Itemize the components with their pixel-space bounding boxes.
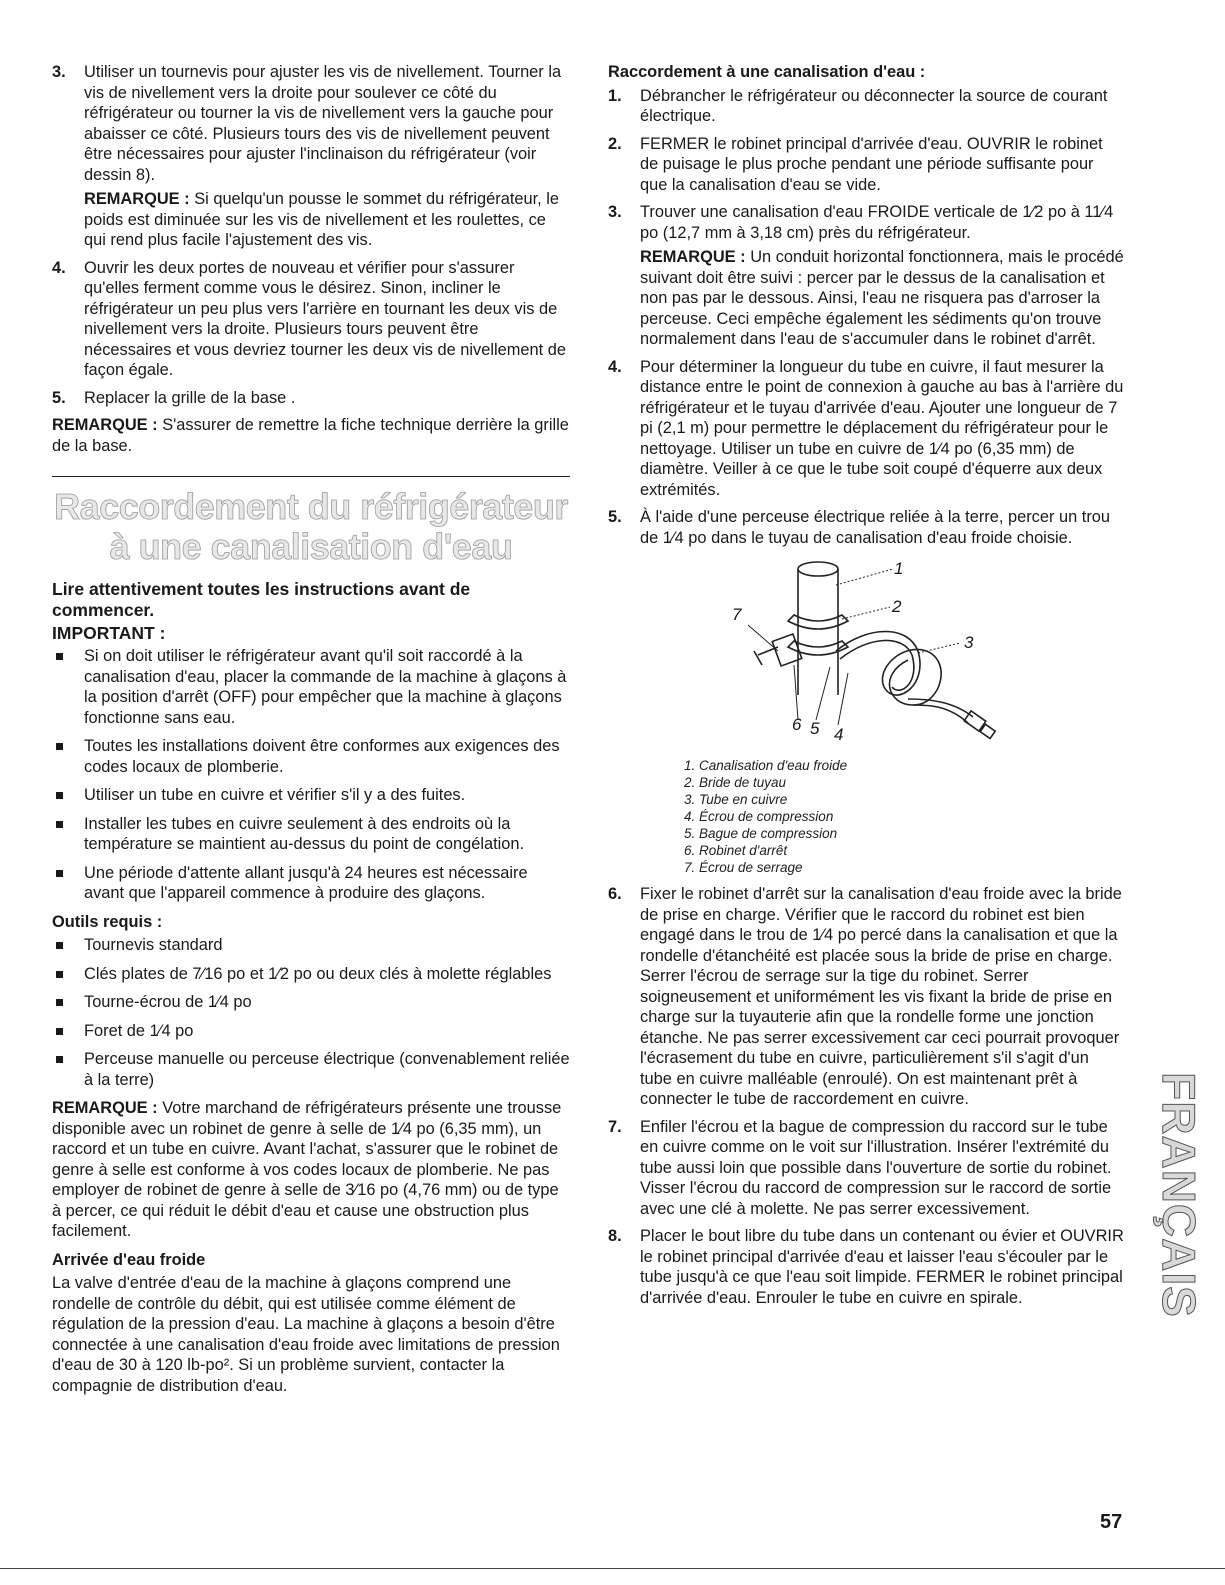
copper-coil-inner (840, 640, 914, 690)
remark-grille (52, 415, 570, 456)
step-number: 5. (608, 508, 622, 526)
step-2 (608, 134, 1124, 196)
step-text: Ouvrir les deux portes de nouveau et vérifier pour s'assurer qu'elles ferment comme vous le désirez. Sinon, incliner le réfrigérateur un peu plus vers l'arrière en tournant les deux vis de nivellement vers la droite. Plusieurs tours peuvent être nécessaires et vous devriez tourner les deux vis de nivellement de façon égale. (84, 258, 566, 379)
pipe-clamp (788, 615, 848, 629)
step-text: FERMER le robinet principal d'arrivée d'eau. OUVRIR le robinet de puisage le plus proche pendant une période suffisante pour que la canalisation d'eau se vide. (640, 134, 1103, 194)
step-3 (52, 62, 570, 251)
step-number: 3. (608, 203, 622, 221)
step-text: Pour déterminer la longueur du tube en cuivre, il faut mesurer la distance entre le point de connexion à gauche au bas à l'arrière du réfrigérateur et le tuyau d'arrivée d'eau. Ajouter une longueur de 7 pi (2,1 m) pour permettre le déplacement du réfrigérateur pour le nettoyage. Utiliser un tube en cuivre de 1⁄4 po (6,35 mm) de diamètre. Veiller à ce que le tube soit coupé d'équerre aux deux extrémités. (640, 357, 1124, 499)
legend-item: 4. Écrou de compression (684, 809, 834, 824)
water-line-illustration (608, 555, 1124, 755)
step-text: Débrancher le réfrigérateur ou déconnecter la source de courant électrique. (640, 86, 1108, 125)
remark-kit (52, 1098, 570, 1242)
list-item: Une période d'attente allant jusqu'à 24 heures est nécessaire avant que l'appareil commence à produire des glaçons. (52, 863, 570, 904)
step-number: 6. (608, 885, 622, 903)
legend-item: 5. Bague de compression (684, 826, 838, 841)
step-number: 2. (608, 134, 622, 153)
legend-item: 7. Écrou de serrage (684, 860, 803, 875)
language-side-tab (1140, 1040, 1210, 1350)
step-number: 5. (52, 388, 66, 407)
step-note (640, 247, 1124, 350)
callout-6: 6 (792, 715, 802, 734)
step-7 (608, 1117, 1124, 1220)
list-item: Utiliser un tube en cuivre et vérifier s'il y a des fuites. (52, 785, 570, 806)
list-item: Clés plates de 7⁄16 po et 1⁄2 po ou deux clés à molette réglables (52, 964, 570, 985)
step-note (84, 189, 570, 251)
step-text: Placer le bout libre du tube dans un contenant ou évier et OUVRIR le robinet principal d'arrivée d'eau et laisser l'eau s'écouler par le tube jusqu'à ce que l'eau soit limpide. FERMER le robinet principal d'arrivée d'eau. Enrouler le tube en cuivre en spirale. (640, 1227, 1124, 1307)
callout-1: 1 (894, 559, 904, 578)
step-number: 4. (608, 357, 622, 376)
callout-4: 4 (834, 725, 844, 744)
connection-heading: Raccordement à une canalisation d'eau : (608, 63, 926, 81)
copper-tail (913, 705, 968, 723)
right-column (608, 62, 1124, 1315)
bottom-rule (0, 1568, 1225, 1569)
callout-3: 3 (964, 633, 974, 652)
leader-2 (842, 607, 890, 619)
step-text: Trouver une canalisation d'eau FROIDE verticale de 1⁄2 po à 11⁄4 po (12,7 mm à 3,18 cm) près du réfrigérateur. (640, 203, 1114, 242)
left-column (52, 62, 570, 1396)
step-4 (52, 258, 570, 381)
callout-5: 5 (810, 719, 820, 738)
step-5 (52, 388, 570, 409)
list-item: Toutes les installations doivent être conformes aux exigences des codes locaux de plomberie. (52, 736, 570, 777)
step-text: À l'aide d'une perceuse électrique reliée à la terre, percer un trou de 1⁄4 po dans le tuyau de canalisation d'eau froide choisie. (640, 508, 1111, 547)
note-text: Votre marchand de réfrigérateurs présente une trousse disponible avec un robinet de genre à selle de 1⁄4 po (6,35 mm), un raccord et un tube en cuivre. Avant l'achat, s'assurer que le robinet de genre à selle est conforme à vos codes locaux de plomberie. Ne pas employer de robinet de genre à selle de 3⁄16 po (4,76 mm) ou de type à percer, ce qui réduit le débit d'eau et cause une obstruction plus facilement. (52, 1099, 562, 1240)
legend-item: 6. Robinet d'arrêt (684, 843, 788, 858)
side-tab-text: FRANÇAIS (1152, 1072, 1205, 1318)
note-label: REMARQUE : (640, 248, 746, 266)
tools-list (52, 935, 570, 1090)
note-text: S'assurer de remettre la fiche technique derrière la grille de la base. (52, 416, 569, 455)
step-8 (608, 1226, 1124, 1308)
note-label: REMARQUE : (52, 1099, 158, 1117)
tools-heading: Outils requis : (52, 912, 163, 931)
section-title: Raccordement du réfrigérateur à une canalisation d'eau (54, 486, 568, 567)
list-item: Installer les tubes en cuivre seulement à des endroits où la température se maintient au-dessus du point de congélation. (52, 814, 570, 855)
list-item: Si on doit utiliser le réfrigérateur avant qu'il soit raccordé à la canalisation d'eau, placer la commande de la machine à glaçons à la position d'arrêt (OFF) pour empêcher que la machine à glaçons fonctionne sans eau. (52, 646, 570, 728)
leader-4 (838, 673, 848, 725)
step-text: Fixer le robinet d'arrêt sur la canalisation d'eau froide avec la bride de prise en charge. Vérifier que le raccord du robinet est bien engagé dans le trou de 1⁄4 po percé dans la canalisation et que la rondelle d'étanchéité est placée sous la bride de prise en charge. Serrer l'écrou de serrage sur la tige du robinet. Serrer soigneusement et uniformément les vis fixant la bride de prise en charge sur la tuyauterie afin que la rondelle forme une jonction étanche. Ne pas serrer excessivement car ceci pourrait provoquer l'écrasement du tube en cuivre, particulièrement s'il s'agit d'un tube en cuivre malléable (enroulé). On est maintenant prêt à connecter le tube de raccordement en cuivre. (640, 885, 1122, 1108)
cold-water-text: La valve d'entrée d'eau de la machine à glaçons comprend une rondelle de contrôle du débit, qui est utilisée comme élément de régulation de la pression d'eau. La machine à glaçons a besoin d'être connectée à une canalisation d'eau froide avec limitations de pression d'eau de 30 à 120 lb-po². Si un problème survient, contacter la compagnie de distribution d'eau. (52, 1274, 560, 1395)
note-label: REMARQUE : (84, 190, 190, 208)
note-text: Un conduit horizontal fonctionnera, mais le procédé suivant doit être suivi : percer par le dessus de la canalisation et non pas par le dessous. Ainsi, l'eau ne risquera pas d'arroser la perceuse. Ceci empêche également les sédiments qu'on trouve normalement dans l'eau de s'accumuler dans le robinet d'arrêt. (640, 248, 1124, 348)
note-label: REMARQUE : (52, 416, 158, 434)
page-number: 57 (1100, 1511, 1123, 1533)
list-item: Tournevis standard (52, 935, 570, 956)
step-text: Enfiler l'écrou et la bague de compression du raccord sur le tube en cuivre comme on le voit sur l'illustration. Insérer l'extrémité du tube aussi loin que possible dans l'ouverture de sortie du robinet. Visser l'écrou du raccord de compression sur le raccord de sortie avec une clé à molette. Ne pas serrer excessivement. (640, 1117, 1112, 1218)
step-4 (608, 357, 1124, 501)
important-heading: IMPORTANT : (52, 623, 166, 643)
step-1 (608, 86, 1124, 127)
list-item: Tourne-écrou de 1⁄4 po (52, 992, 570, 1013)
leader-7 (748, 625, 778, 651)
note-text: Si quelqu'un pousse le sommet du réfrigérateur, le poids est diminuée sur les vis de nivellement et les roulettes, ce qui rend plus facile l'ajustement des vis. (84, 190, 560, 249)
read-instructions-heading: Lire attentivement toutes les instructions avant de commencer. (52, 579, 471, 620)
step-text: Utiliser un tournevis pour ajuster les vis de nivellement. Tourner la vis de nivellement vers la droite pour soulever ce côté du réfrigérateur ou tourner la vis de nivellement vers la gauche pour abaisser ce côté. Plusieurs tours des vis de nivellement peuvent être nécessaires pour ajuster l'inclinaison du réfrigérateur (voir dessin 8). (84, 63, 562, 184)
step-3 (608, 202, 1124, 350)
pipe-top (798, 562, 838, 576)
pipe-connection-diagram (608, 555, 1124, 755)
important-list (52, 646, 570, 904)
legend-item: 2. Bride de tuyau (684, 775, 787, 790)
leader-3 (918, 643, 960, 653)
step-number: 7. (608, 1117, 622, 1136)
step-number: 8. (608, 1227, 622, 1245)
copper-coil (836, 632, 941, 706)
callout-7: 7 (732, 605, 742, 624)
step-5 (608, 507, 1124, 548)
step-number: 3. (52, 63, 66, 81)
leader-1 (836, 569, 893, 585)
cold-water-heading: Arrivée d'eau froide (52, 1250, 206, 1269)
leader-5 (816, 667, 830, 720)
section-divider (52, 476, 570, 477)
step-number: 1. (608, 86, 622, 105)
step-number: 4. (52, 258, 66, 277)
legend-item: 1. Canalisation d'eau froide (684, 758, 848, 773)
legend-item: 3. Tube en cuivre (684, 792, 788, 807)
step-6 (608, 884, 1124, 1110)
list-item: Foret de 1⁄4 po (52, 1021, 570, 1042)
list-item: Perceuse manuelle ou perceuse électrique (convenablement reliée à la terre) (52, 1049, 570, 1090)
figure-legend (608, 757, 1124, 876)
step-text: Replacer la grille de la base . (84, 388, 296, 407)
callout-2: 2 (892, 597, 902, 616)
